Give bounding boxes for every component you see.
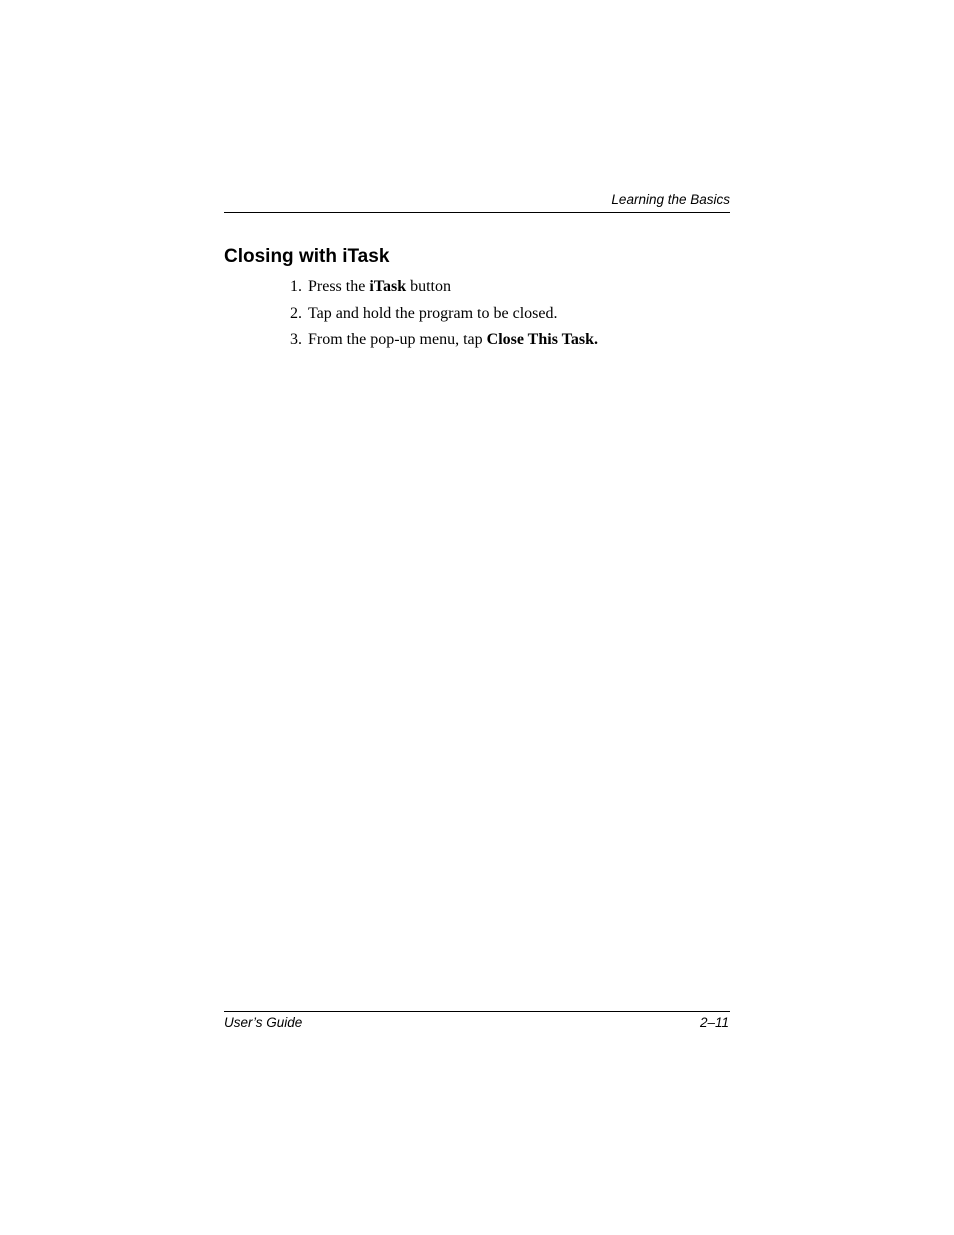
step-number: 2. <box>290 304 302 322</box>
running-header: Learning the Basics <box>611 192 730 207</box>
step-text: From the pop-up menu, tap <box>308 331 487 348</box>
step-emphasis: iTask <box>369 278 407 295</box>
footer-divider <box>224 1011 730 1012</box>
step-number: 1. <box>290 278 302 295</box>
page-number: 2–11 <box>699 1015 729 1030</box>
step-number: 3. <box>290 331 302 348</box>
footer-guide-name: User’s Guide <box>224 1015 303 1030</box>
section-title: Closing with iTask <box>224 246 390 267</box>
step-text-end: button <box>406 278 451 295</box>
step-text: Press the <box>308 278 370 295</box>
list-item <box>290 303 598 330</box>
list-item <box>290 329 598 356</box>
header-divider <box>224 212 730 213</box>
step-text: Tap and hold the program to be closed. <box>308 304 558 322</box>
steps-list <box>290 276 598 356</box>
list-item <box>290 276 598 303</box>
step-emphasis: Close This Task. <box>486 331 598 348</box>
